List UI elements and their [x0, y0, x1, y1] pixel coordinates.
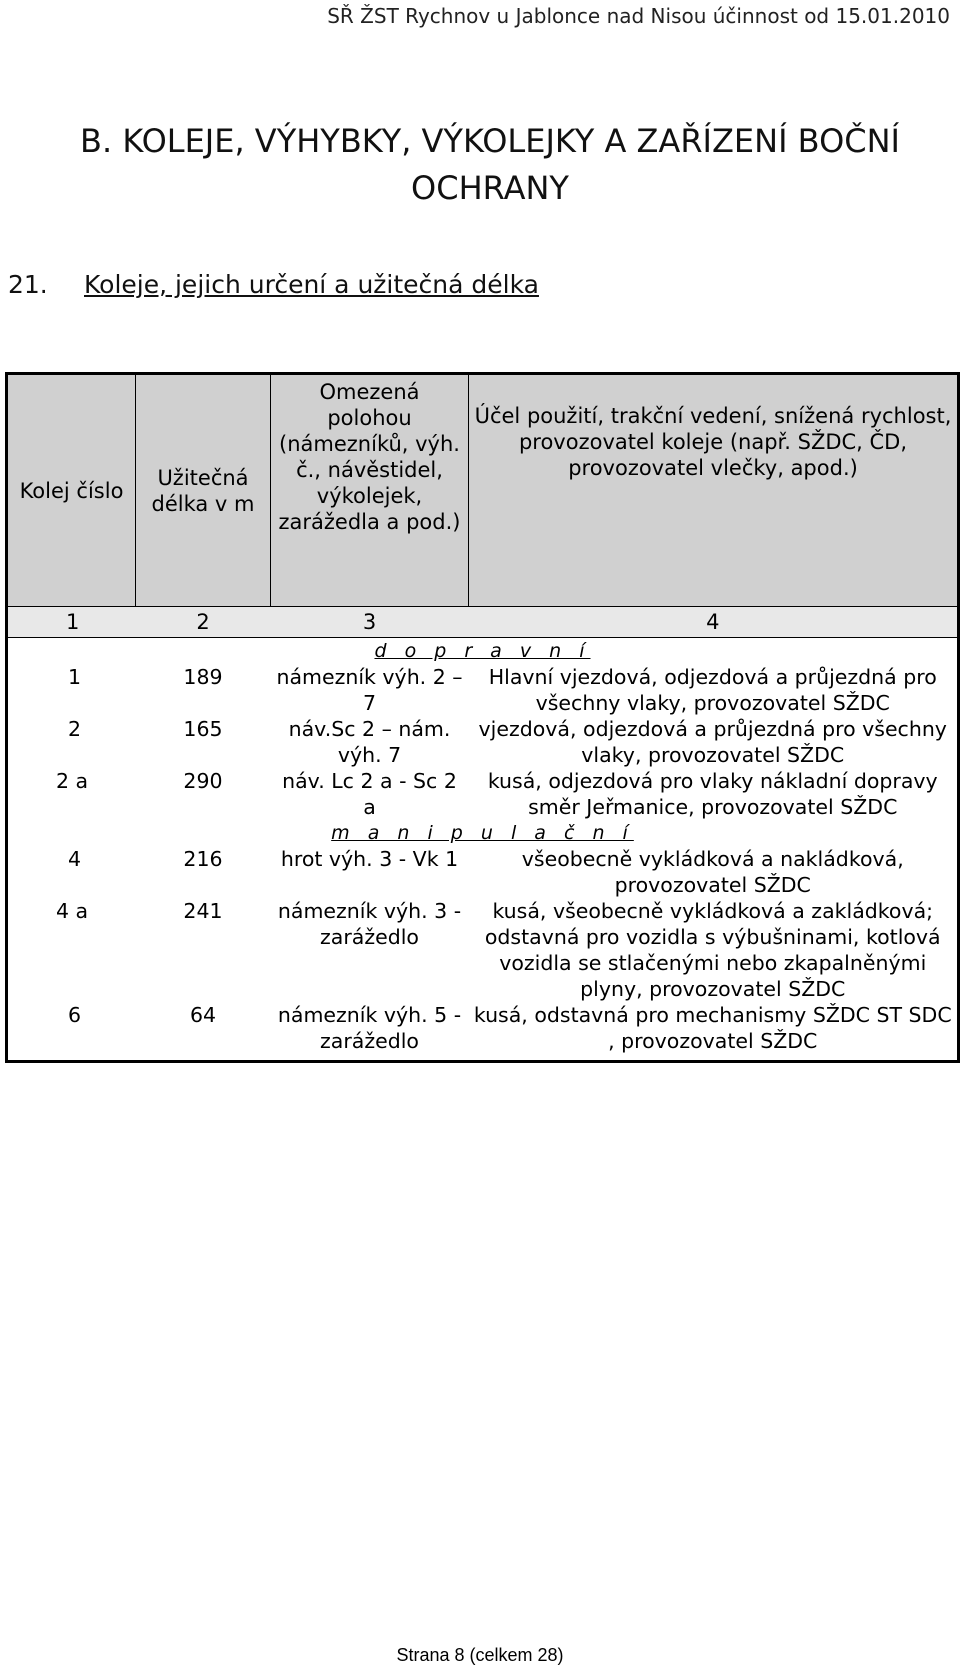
table-row	[7, 664, 959, 716]
cell-purpose: všeobecně vykládková a nakládková, provozovatel SŽDC	[521, 847, 904, 897]
cell-track: 6	[68, 1003, 82, 1027]
cell-limit: hrot výh. 3 - Vk 1	[280, 847, 459, 871]
category-doprava: d o p r a v n í	[374, 640, 591, 662]
table-row	[7, 846, 959, 898]
category-row	[7, 638, 959, 665]
cell-length: 290	[183, 769, 223, 793]
column-number-row	[7, 607, 959, 638]
cell-limit: náv. Lc 2 a - Sc 2 a	[282, 769, 457, 819]
cell-length: 241	[183, 899, 223, 923]
tracks-table	[5, 372, 960, 1063]
header-limited-by: Omezená polohou (námezníků, výh. č., návěstidel, výkolejek, zarážedla a pod.)	[271, 374, 469, 607]
page-footer: Strana 8 (celkem 28)	[396, 1645, 564, 1665]
table-header-row	[7, 374, 959, 607]
column-number: 4	[469, 607, 959, 638]
category-row	[7, 820, 959, 846]
section-title: Koleje, jejich určení a užitečná délka	[84, 270, 539, 299]
header-useful-length: Užitečná délka v m	[136, 374, 271, 607]
cell-length: 64	[189, 1003, 217, 1027]
cell-limit: námezník výh. 3 - zarážedlo	[277, 899, 462, 949]
cell-limit: náv.Sc 2 – nám. výh. 7	[288, 717, 451, 767]
title-line-1: B. KOLEJE, VÝHYBKY, VÝKOLEJKY A ZAŘÍZENÍ BOČNÍ	[80, 122, 900, 160]
cell-limit: námezník výh. 2 – 7	[276, 665, 463, 715]
column-number: 2	[136, 607, 271, 638]
table-row	[7, 768, 959, 820]
section-heading	[8, 270, 539, 299]
cell-purpose: vjezdová, odjezdová a průjezdná pro všechny vlaky, provozovatel SŽDC	[478, 717, 947, 767]
cell-track: 4 a	[56, 899, 89, 923]
table-row	[7, 898, 959, 1002]
cell-purpose: kusá, všeobecně vykládková a zakládková; odstavná pro vozidla s výbušninami, kotlová vozidla se stlačenými nebo zkapalněnými plyny, provozovatel SŽDC	[484, 899, 941, 1001]
cell-length: 165	[183, 717, 223, 741]
cell-length: 189	[183, 665, 223, 689]
cell-track: 2	[68, 717, 82, 741]
column-number: 3	[271, 607, 469, 638]
category-manipulace: m a n i p u l a č n í	[331, 822, 634, 844]
cell-track: 1	[68, 665, 82, 689]
header-track-number: Kolej číslo	[7, 374, 136, 607]
title-line-2: OCHRANY	[411, 169, 569, 207]
cell-purpose: kusá, odjezdová pro vlaky nákladní dopravy směr Jeřmanice, provozovatel SŽDC	[487, 769, 938, 819]
cell-limit: námezník výh. 5 - zarážedlo	[277, 1003, 462, 1053]
page-header: SŘ ŽST Rychnov u Jablonce nad Nisou účinnost od 15.01.2010	[327, 4, 950, 28]
table-row	[7, 1002, 959, 1062]
column-number: 1	[7, 607, 136, 638]
cell-purpose: Hlavní vjezdová, odjezdová a průjezdná pro všechny vlaky, provozovatel SŽDC	[488, 665, 937, 715]
section-number: 21.	[8, 270, 48, 299]
cell-length: 216	[183, 847, 223, 871]
cell-track: 2 a	[56, 769, 89, 793]
table-row	[7, 716, 959, 768]
cell-track: 4	[68, 847, 82, 871]
header-purpose: Účel použití, trakční vedení, snížená rychlost, provozovatel koleje (např. SŽDC, ČD, provozovatel vlečky, apod.)	[469, 374, 959, 607]
cell-purpose: kusá, odstavná pro mechanismy SŽDC ST SDC , provozovatel SŽDC	[473, 1003, 952, 1053]
document-title	[70, 118, 910, 212]
